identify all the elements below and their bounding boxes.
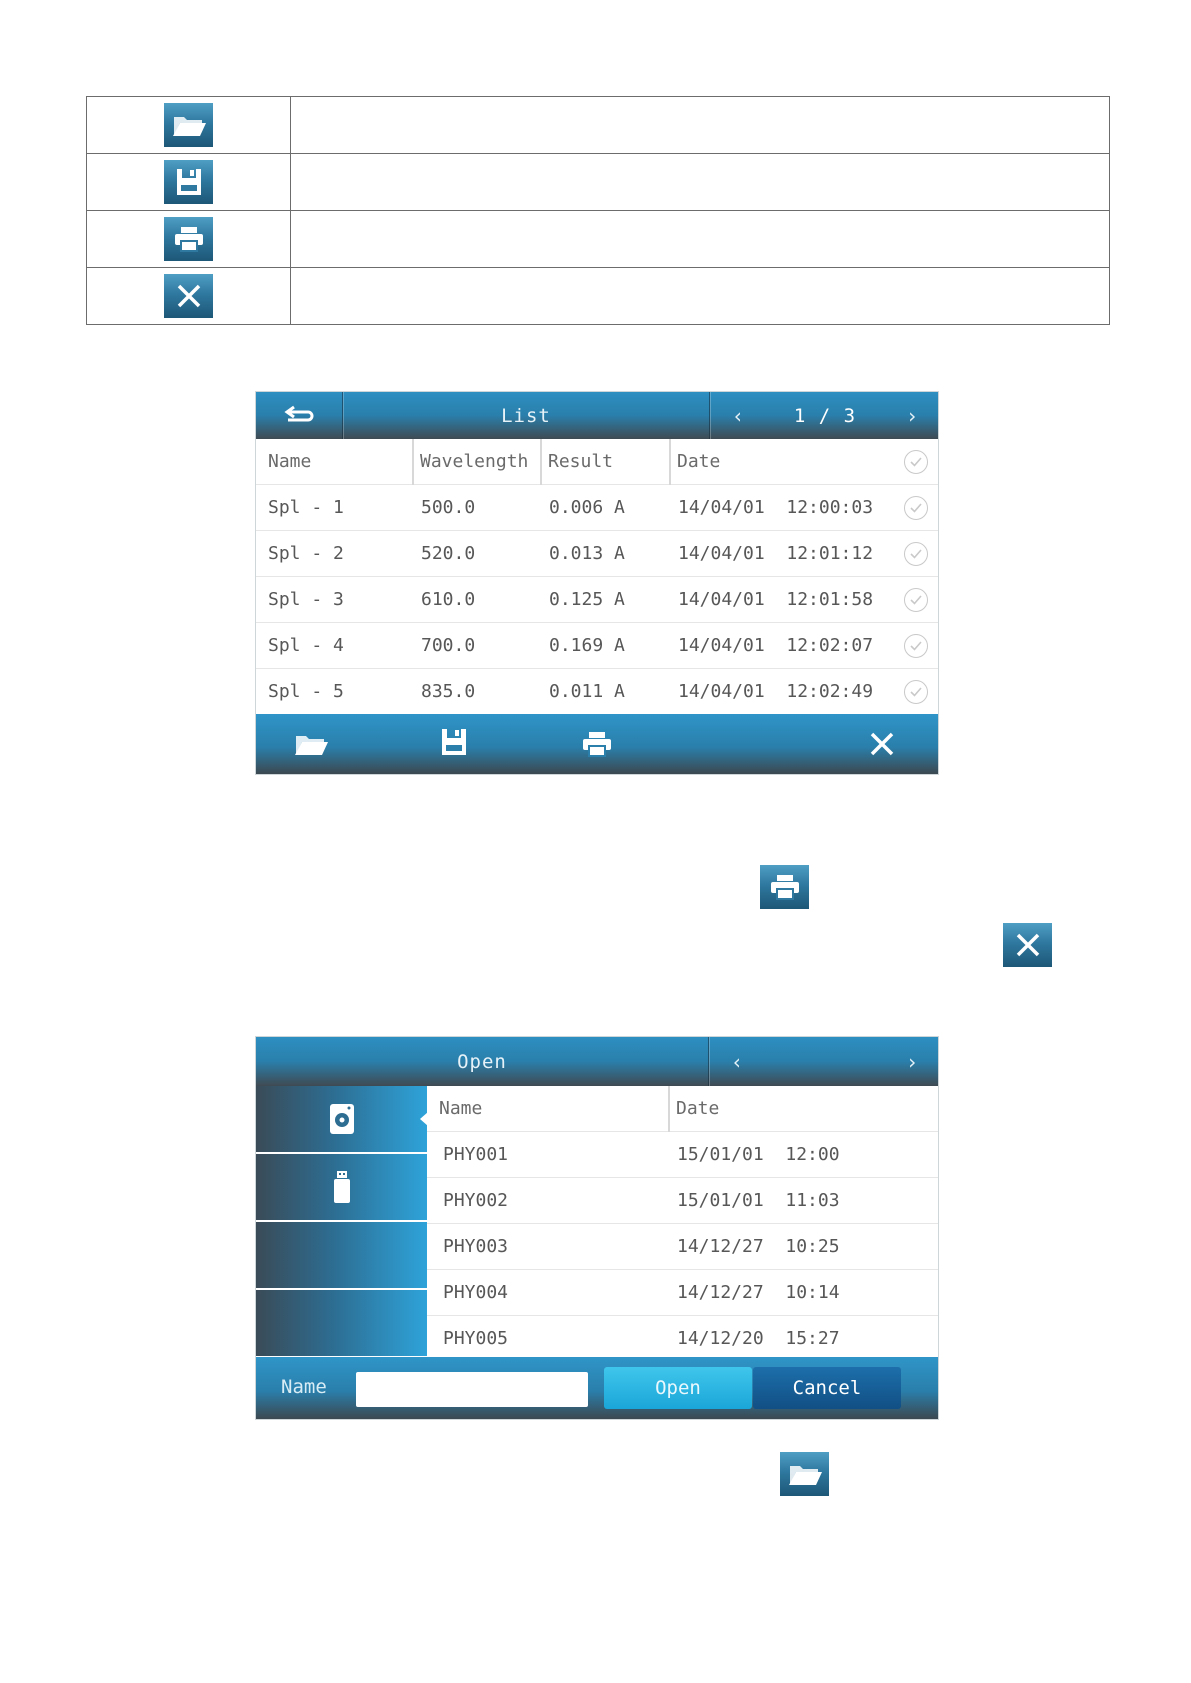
close-icon — [870, 732, 894, 756]
open-dialog — [256, 1037, 938, 1419]
row-check-icon[interactable] — [904, 496, 928, 520]
sample-list-table — [256, 439, 938, 714]
table-row[interactable] — [427, 1224, 938, 1270]
legend-desc-print — [291, 211, 1110, 268]
table-row[interactable] — [427, 1132, 938, 1178]
row-name: Spl - 4 — [256, 623, 413, 669]
list-screen — [256, 392, 938, 774]
row-name: Spl - 3 — [256, 577, 413, 623]
cancel-button[interactable]: Cancel — [753, 1367, 901, 1409]
table-row[interactable] — [256, 531, 938, 577]
sidebar-item-internal[interactable] — [256, 1086, 427, 1154]
row-check-icon[interactable] — [904, 588, 928, 612]
row-check-icon[interactable] — [904, 634, 928, 658]
sidebar-item-empty[interactable] — [256, 1222, 427, 1290]
row-date: 14/04/01 12:02:07 — [670, 623, 885, 669]
next-page-button[interactable]: › — [905, 1049, 918, 1074]
file-name: PHY003 — [427, 1224, 669, 1270]
folder-open-icon — [780, 1452, 829, 1496]
select-all-check-icon[interactable] — [904, 450, 928, 474]
row-result: 0.013 A — [541, 531, 670, 577]
row-wavelength: 500.0 — [413, 485, 541, 531]
column-header-name: Name — [439, 1098, 483, 1119]
row-check-icon[interactable] — [904, 680, 928, 704]
table-row[interactable] — [427, 1316, 938, 1362]
table-row[interactable] — [256, 669, 938, 715]
printer-icon — [582, 731, 612, 757]
folder-open-icon — [164, 103, 213, 147]
sidebar-item-usb[interactable] — [256, 1154, 427, 1222]
legend-desc-save — [291, 154, 1110, 211]
list-footer-toolbar — [256, 714, 938, 774]
row-wavelength: 835.0 — [413, 669, 541, 715]
row-wavelength: 520.0 — [413, 531, 541, 577]
legend-row-print — [87, 211, 1110, 268]
legend-desc-close — [291, 268, 1110, 325]
row-name: Spl - 2 — [256, 531, 413, 577]
column-header-name: Name — [268, 451, 312, 472]
file-name: PHY002 — [427, 1178, 669, 1224]
row-date: 14/04/01 12:02:49 — [670, 669, 885, 715]
icon-legend-table — [86, 96, 1110, 325]
row-result: 0.169 A — [541, 623, 670, 669]
column-header-date: Date — [669, 1086, 938, 1132]
usb-drive-icon — [333, 1170, 351, 1204]
row-result: 0.125 A — [541, 577, 670, 623]
prev-page-button[interactable]: ‹ — [731, 1049, 744, 1074]
print-button[interactable] — [582, 731, 612, 761]
list-title: List — [501, 404, 551, 427]
open-confirm-button[interactable]: Open — [604, 1367, 752, 1409]
save-button[interactable] — [441, 728, 467, 760]
page-indicator: 1 / 3 — [793, 404, 857, 427]
back-button[interactable] — [256, 405, 342, 427]
file-name: PHY005 — [427, 1316, 669, 1362]
row-date: 14/04/01 12:01:58 — [670, 577, 885, 623]
column-header-date: Date — [670, 439, 885, 485]
sidebar-item-empty[interactable] — [256, 1290, 427, 1356]
file-date: 15/01/01 11:03 — [669, 1178, 938, 1224]
name-label: Name — [281, 1376, 327, 1398]
legend-row-open — [87, 97, 1110, 154]
row-name: Spl - 1 — [256, 485, 413, 531]
list-header-bar — [256, 392, 938, 439]
row-date: 14/04/01 12:01:12 — [670, 531, 885, 577]
file-name: PHY001 — [427, 1132, 669, 1178]
table-header-row — [256, 439, 938, 485]
open-button[interactable] — [294, 732, 328, 760]
file-name: PHY004 — [427, 1270, 669, 1316]
file-list — [427, 1086, 938, 1361]
file-date: 14/12/20 15:27 — [669, 1316, 938, 1362]
row-check-icon[interactable] — [904, 542, 928, 566]
close-button[interactable] — [870, 732, 894, 760]
table-header-row — [427, 1086, 938, 1132]
open-dialog-title: Open — [457, 1050, 507, 1073]
disk-icon — [329, 1103, 355, 1135]
table-row[interactable] — [427, 1270, 938, 1316]
table-row[interactable] — [256, 485, 938, 531]
file-date: 14/12/27 10:14 — [669, 1270, 938, 1316]
row-wavelength: 610.0 — [413, 577, 541, 623]
row-result: 0.006 A — [541, 485, 670, 531]
table-row[interactable] — [427, 1178, 938, 1224]
save-icon — [441, 728, 467, 756]
printer-icon — [760, 865, 809, 909]
file-date: 14/12/27 10:25 — [669, 1224, 938, 1270]
save-icon — [164, 160, 213, 204]
row-name: Spl - 5 — [256, 669, 413, 715]
column-header-result: Result — [541, 439, 670, 485]
back-arrow-icon — [284, 405, 314, 427]
file-date: 15/01/01 12:00 — [669, 1132, 938, 1178]
legend-row-close — [87, 268, 1110, 325]
printer-icon — [164, 217, 213, 261]
open-header-bar — [256, 1037, 938, 1086]
prev-page-button[interactable]: ‹ — [732, 403, 745, 428]
close-icon — [164, 274, 213, 318]
row-wavelength: 700.0 — [413, 623, 541, 669]
close-icon — [1003, 923, 1052, 967]
open-footer-bar — [256, 1357, 938, 1419]
storage-sidebar — [256, 1086, 427, 1356]
legend-desc-open — [291, 97, 1110, 154]
folder-open-icon — [294, 732, 328, 756]
row-result: 0.011 A — [541, 669, 670, 715]
file-name-input[interactable] — [356, 1372, 588, 1407]
legend-row-save — [87, 154, 1110, 211]
next-page-button[interactable]: › — [905, 403, 918, 428]
column-header-wavelength: Wavelength — [413, 439, 541, 485]
table-row[interactable] — [256, 623, 938, 669]
file-list-table — [427, 1086, 938, 1361]
table-row[interactable] — [256, 577, 938, 623]
row-date: 14/04/01 12:00:03 — [670, 485, 885, 531]
